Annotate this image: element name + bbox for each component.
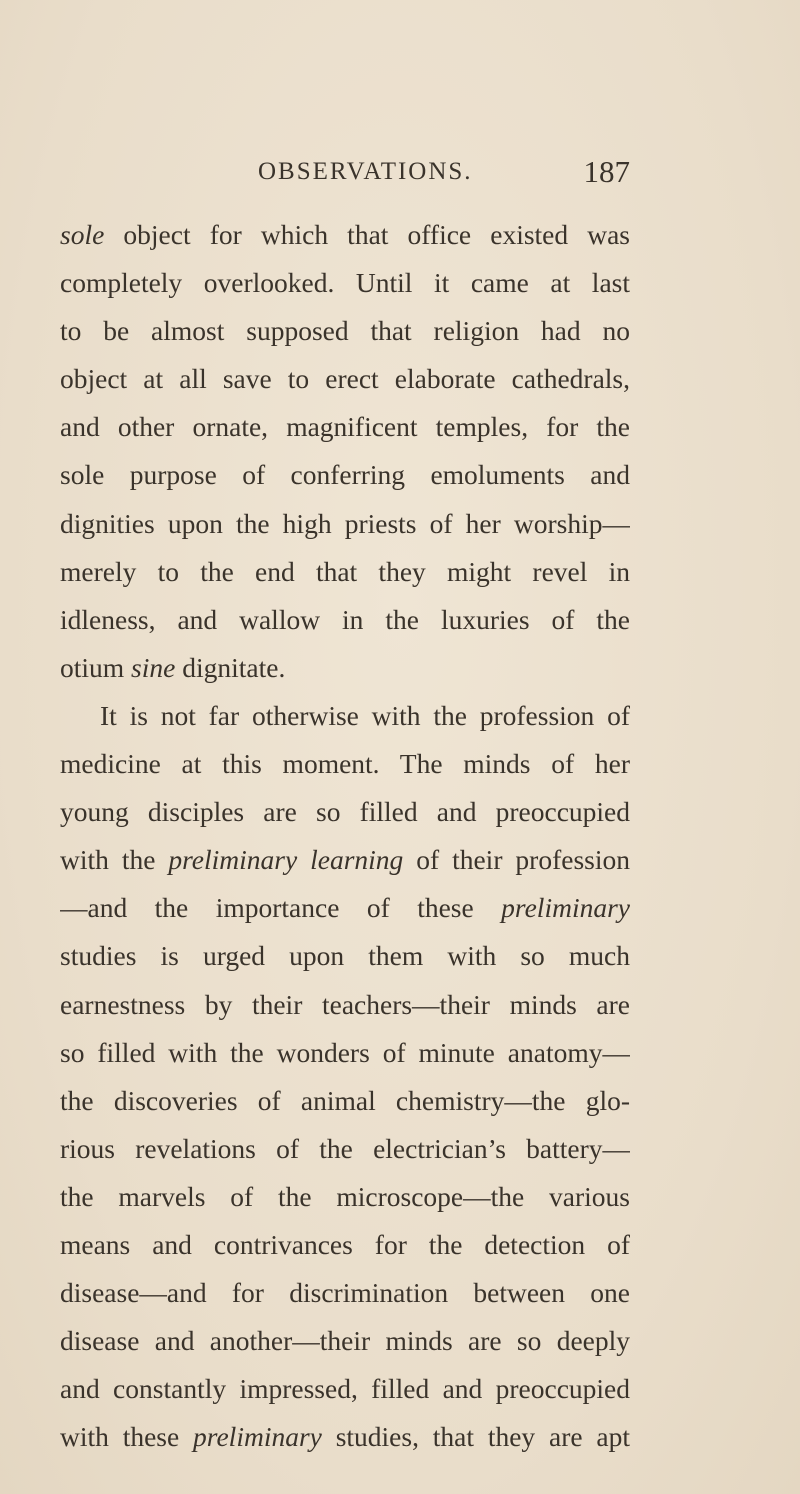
text-segment: rious revelations of the electrician’s battery—	[60, 1132, 630, 1164]
text-segment: —and the importance of these	[60, 892, 502, 924]
text-segment: means and contrivances for the detection of	[60, 1228, 630, 1260]
text-segment: studies, that they are apt	[321, 1421, 630, 1453]
text-segment: studies is urged upon them with so much	[60, 940, 630, 972]
body-text	[60, 211, 630, 1461]
text-line	[60, 836, 630, 884]
text-line	[60, 1269, 630, 1317]
running-head	[258, 154, 630, 194]
text-line	[60, 548, 630, 596]
text-line	[60, 740, 630, 788]
text-line	[60, 1365, 630, 1413]
text-line	[60, 500, 630, 548]
text-line	[60, 932, 630, 980]
italic-text: preliminary	[193, 1421, 322, 1453]
text-segment: the marvels of the microscope—the various	[60, 1180, 630, 1212]
text-segment: It is not far otherwise with the profession of	[100, 699, 630, 731]
text-segment: so filled with the wonders of minute anatomy—	[60, 1036, 630, 1068]
text-segment: sole purpose of conferring emoluments and	[60, 459, 630, 491]
text-segment: and constantly impressed, filled and preoccupied	[60, 1373, 630, 1405]
text-line	[60, 1077, 630, 1125]
text-line	[60, 1125, 630, 1173]
text-line	[60, 307, 630, 355]
italic-text: preliminary learning	[168, 844, 404, 876]
text-segment: and other ornate, magnificent temples, for the	[60, 411, 630, 443]
running-head-title: OBSERVATIONS.	[258, 158, 473, 185]
italic-text: sole	[60, 219, 105, 250]
text-line	[60, 596, 630, 644]
text-segment: to be almost supposed that religion had no	[60, 315, 630, 347]
text-segment: merely to the end that they might revel in	[60, 555, 630, 587]
text-segment: of their profession	[403, 844, 630, 876]
text-line	[60, 451, 630, 499]
text-line	[60, 981, 630, 1029]
text-line	[60, 211, 630, 259]
text-segment: earnestness by their teachers—their minds are	[60, 988, 630, 1020]
text-segment: with the	[60, 844, 169, 876]
text-line	[60, 884, 630, 932]
text-segment: object at all save to erect elaborate cathedrals,	[60, 363, 630, 395]
text-segment: object for which that office existed was	[104, 219, 630, 250]
text-segment: otium	[60, 651, 132, 683]
text-segment: completely overlooked. Until it came at last	[60, 267, 630, 299]
text-segment: young disciples are so filled and preoccupied	[60, 796, 630, 828]
page-number: 187	[583, 154, 630, 189]
text-line	[60, 788, 630, 836]
italic-text: sine	[131, 651, 176, 683]
text-segment: disease and another—their minds are so deeply	[60, 1325, 630, 1357]
text-segment: disease—and for discrimination between one	[60, 1277, 630, 1309]
text-segment: with these	[60, 1421, 194, 1453]
text-line	[60, 259, 630, 307]
text-line	[60, 1029, 630, 1077]
italic-text: preliminary	[501, 892, 630, 924]
text-segment: idleness, and wallow in the luxuries of the	[60, 603, 630, 635]
text-segment: the discoveries of animal chemistry—the glo-	[60, 1084, 630, 1116]
text-segment: dignitate.	[175, 651, 286, 683]
text-line	[60, 1173, 630, 1221]
text-line	[60, 1221, 630, 1269]
text-line	[60, 403, 630, 451]
text-segment: medicine at this moment. The minds of her	[60, 748, 630, 780]
text-line	[60, 355, 630, 403]
text-line	[60, 644, 630, 692]
text-segment: dignities upon the high priests of her worship—	[60, 507, 630, 539]
text-line	[60, 1317, 630, 1365]
text-line	[60, 1413, 630, 1461]
text-line	[60, 692, 630, 740]
